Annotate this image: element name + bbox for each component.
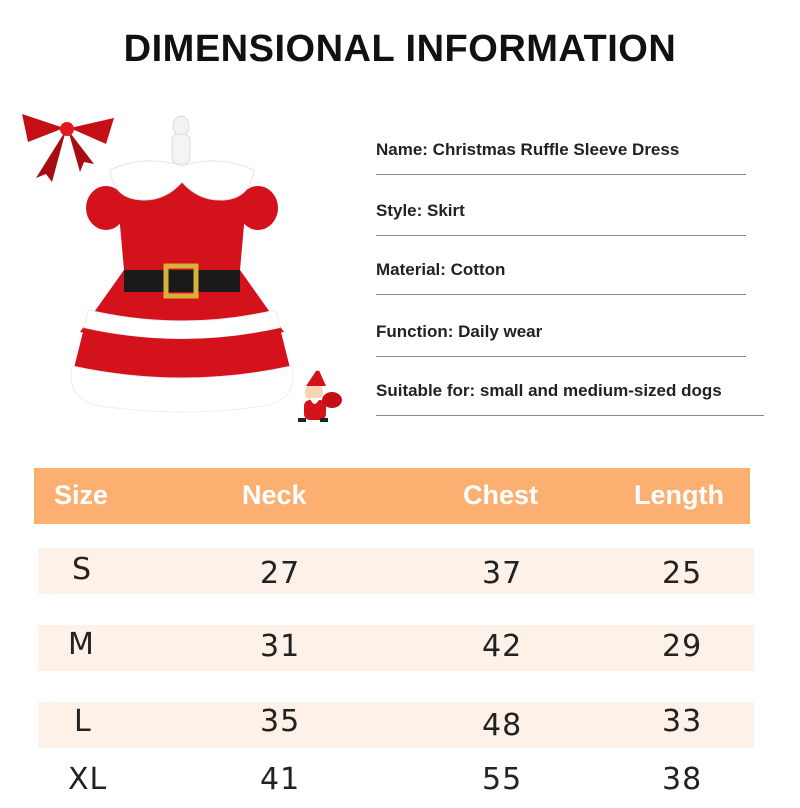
table-row [38,702,754,748]
size-cell: S [72,552,93,587]
chest-cell: 55 [482,762,523,797]
size-cell: M [68,627,95,662]
chest-cell: 48 [482,708,523,743]
header-chest: Chest [463,480,539,510]
neck-cell: 27 [260,556,301,591]
spec-style: Style: Skirt [376,201,746,236]
page-title: DIMENSIONAL INFORMATION [123,28,677,70]
mannequin-icon [172,116,190,164]
header-neck: Neck [242,480,307,510]
table-row [38,625,754,671]
length-cell: 33 [662,704,703,739]
spec-suitable-for: Suitable for: small and medium-sized dogs [376,381,764,416]
chest-cell: 37 [482,556,523,591]
header-length: Length [634,480,724,510]
neck-cell: 41 [260,762,301,797]
size-table-header [34,468,750,524]
length-cell: 29 [662,629,703,664]
header-size: Size [54,480,109,510]
table-row [38,762,754,808]
size-cell: XL [68,762,108,797]
spec-material: Material: Cotton [376,260,746,295]
neck-cell: 35 [260,704,301,739]
chest-cell: 42 [482,629,523,664]
spec-name: Name: Christmas Ruffle Sleeve Dress [376,140,746,175]
size-cell: L [74,704,92,739]
product-image [14,100,350,436]
length-cell: 25 [662,556,703,591]
length-cell: 38 [662,762,703,797]
table-row [38,548,754,594]
spec-function: Function: Daily wear [376,322,746,357]
neck-cell: 31 [260,629,301,664]
